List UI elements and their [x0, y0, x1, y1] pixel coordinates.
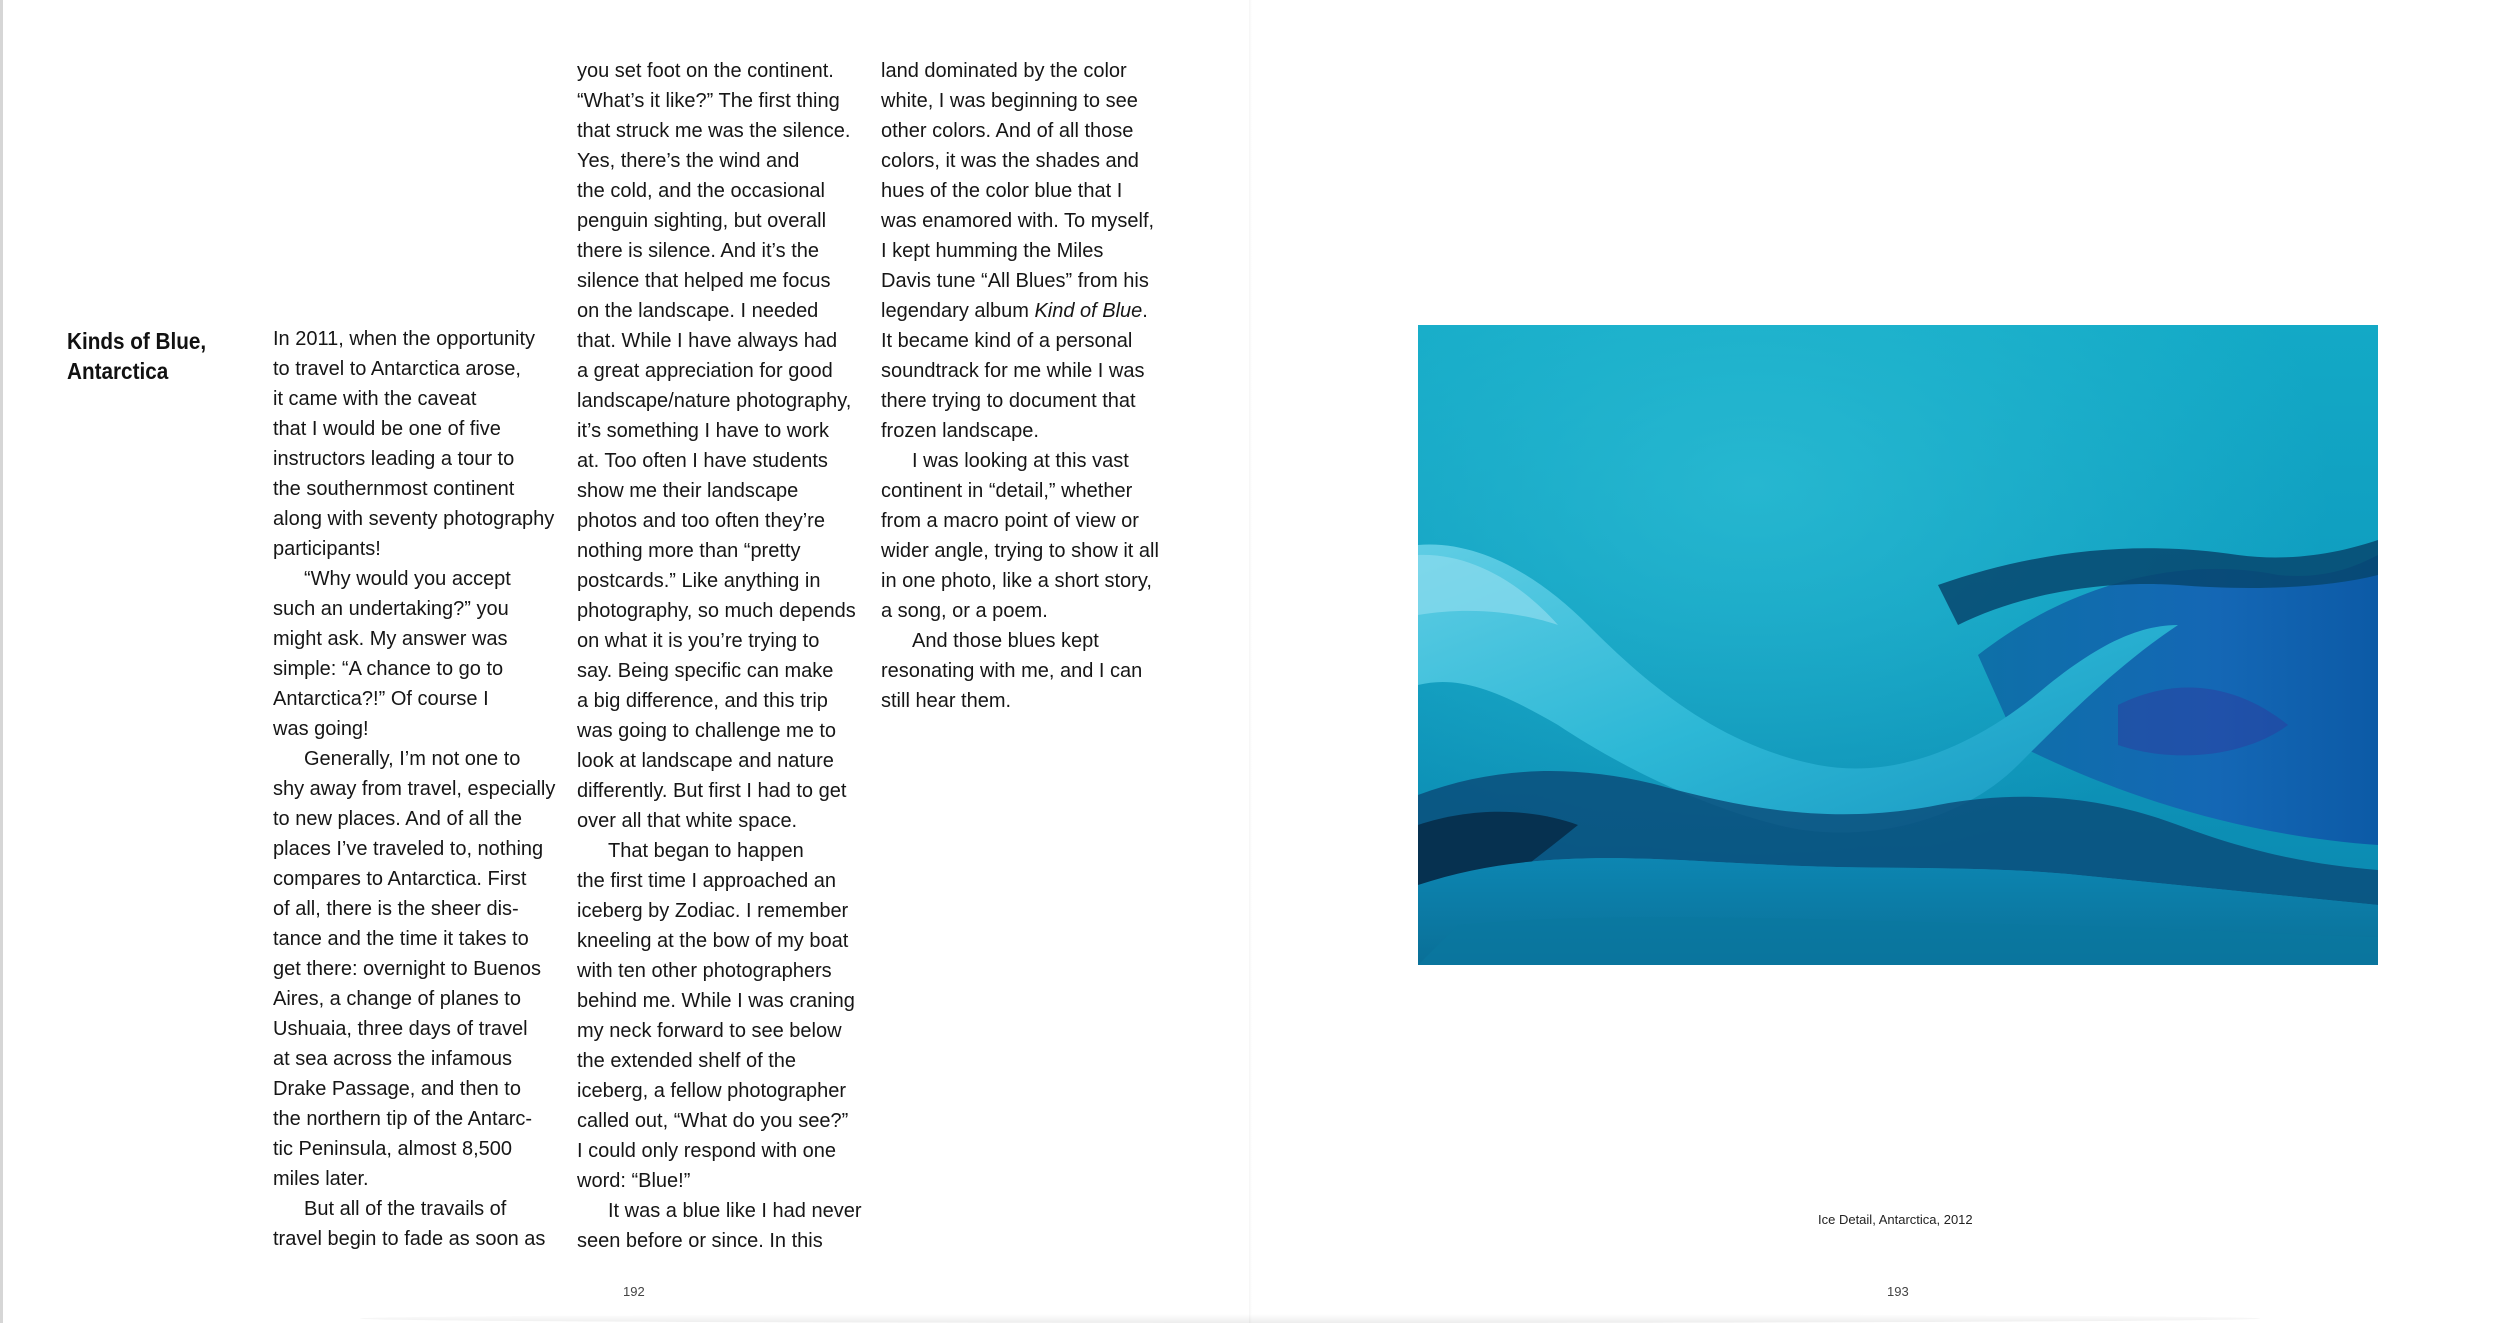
text-line: penguin sighting, but overall	[577, 210, 827, 232]
text-line: from a macro point of view or	[881, 510, 1139, 532]
text-line: compares to Antarctica. First	[273, 868, 527, 890]
text-line: kneeling at the bow of my boat	[577, 930, 849, 952]
text-line: there trying to document that	[881, 390, 1136, 412]
text-line: seen before or since. In this	[577, 1230, 823, 1252]
text-line: was going to challenge me to	[577, 720, 837, 742]
text-line: behind me. While I was craning	[577, 990, 855, 1012]
text-line: along with seventy photography	[273, 508, 555, 530]
text-line: resonating with me, and I can	[881, 660, 1143, 682]
text-line: my neck forward to see below	[577, 1020, 842, 1042]
album-title: Kind of Blue	[1034, 300, 1143, 322]
text-line: Antarctica?!” Of course I	[273, 688, 489, 710]
text-line: I could only respond with one	[577, 1140, 837, 1162]
text-line: Yes, there’s the wind and	[577, 150, 800, 172]
text-line: photos and too often they’re	[577, 510, 825, 532]
text-line: In 2011, when the opportunity	[273, 328, 536, 350]
text-line: soundtrack for me while I was	[881, 360, 1145, 382]
text-line: “Why would you accept	[304, 568, 511, 590]
text-line: travel begin to fade as soon as	[273, 1228, 546, 1250]
text-line: you set foot on the continent.	[577, 60, 834, 82]
text-line: of all, there is the sheer dis-	[273, 898, 519, 920]
text-line: it’s something I have to work	[577, 420, 829, 442]
text-line: tic Peninsula, almost 8,500	[273, 1138, 513, 1160]
text-line: the extended shelf of the	[577, 1050, 797, 1072]
photo-caption: Ice Detail, Antarctica, 2012	[1818, 1212, 1973, 1227]
ice-detail-photo	[1418, 325, 2378, 965]
text-line: called out, “What do you see?”	[577, 1110, 849, 1132]
text-line: other colors. And of all those	[881, 120, 1134, 142]
text-line: postcards.” Like anything in	[577, 570, 821, 592]
text-line: participants!	[273, 538, 381, 560]
section-title	[67, 326, 247, 386]
text-line: at sea across the infamous	[273, 1048, 513, 1070]
text-line: Ushuaia, three days of travel	[273, 1018, 528, 1040]
text-line: I kept humming the Miles	[881, 240, 1104, 262]
text-line: photography, so much depends	[577, 600, 856, 622]
text-line: that. While I have always had	[577, 330, 838, 352]
page-edge	[0, 0, 3, 1323]
text-line: silence that helped me focus	[577, 270, 831, 292]
section-title-line-2: Antarctica	[67, 358, 169, 384]
text-line: the first time I approached an	[577, 870, 837, 892]
text-line: And those blues kept	[912, 630, 1099, 652]
text-line: Drake Passage, and then to	[273, 1078, 521, 1100]
text-line: Aires, a change of planes to	[273, 988, 521, 1010]
text-line: instructors leading a tour to	[273, 448, 515, 470]
text-line: was enamored with. To myself,	[881, 210, 1155, 232]
text-line: I was looking at this vast	[912, 450, 1129, 472]
text-line: frozen landscape.	[881, 420, 1039, 442]
text-line: at. Too often I have students	[577, 450, 828, 472]
text-line: that struck me was the silence.	[577, 120, 851, 142]
text-line: there is silence. And it’s the	[577, 240, 819, 262]
text-line: to travel to Antarctica arose,	[273, 358, 521, 380]
text-line: continent in “detail,” whether	[881, 480, 1133, 502]
text-line: in one photo, like a short story,	[881, 570, 1152, 592]
text-column-1	[273, 324, 573, 1254]
text-line: with ten other photographers	[577, 960, 832, 982]
text-line: a great appreciation for good	[577, 360, 833, 382]
text-line: But all of the travails of	[304, 1198, 507, 1220]
page-number-right: 193	[1887, 1284, 1909, 1299]
text-line: shy away from travel, especially	[273, 778, 556, 800]
text-line: white, I was beginning to see	[881, 90, 1138, 112]
text-line: still hear them.	[881, 690, 1012, 712]
text-line: It became kind of a personal	[881, 330, 1133, 352]
text-line: legendary album Kind of Blue.	[881, 300, 1148, 322]
text-line: over all that white space.	[577, 810, 798, 832]
text-line: show me their landscape	[577, 480, 799, 502]
text-line: to new places. And of all the	[273, 808, 523, 830]
page-number-left: 192	[623, 1284, 645, 1299]
text-line: a song, or a poem.	[881, 600, 1048, 622]
page-shadow	[360, 1314, 2260, 1323]
text-line: land dominated by the color	[881, 60, 1127, 82]
text-line: a big difference, and this trip	[577, 690, 828, 712]
text-line: iceberg by Zodiac. I remember	[577, 900, 849, 922]
text-line: might ask. My answer was	[273, 628, 508, 650]
text-line: places I’ve traveled to, nothing	[273, 838, 544, 860]
text-line: “What’s it like?” The first thing	[577, 90, 840, 112]
text-line: iceberg, a fellow photographer	[577, 1080, 847, 1102]
text-line: on what it is you’re trying to	[577, 630, 820, 652]
text-line: tance and the time it takes to	[273, 928, 529, 950]
text-line: look at landscape and nature	[577, 750, 834, 772]
text-line: That began to happen	[608, 840, 804, 862]
text-line: the northern tip of the Antarc-	[273, 1108, 533, 1130]
text-line: differently. But first I had to get	[577, 780, 847, 802]
text-line: say. Being specific can make	[577, 660, 834, 682]
text-line: on the landscape. I needed	[577, 300, 819, 322]
text-line: colors, it was the shades and	[881, 150, 1139, 172]
text-line: nothing more than “pretty	[577, 540, 801, 562]
text-line: the southernmost continent	[273, 478, 515, 500]
text-line: word: “Blue!”	[577, 1170, 691, 1192]
text-line: get there: overnight to Buenos	[273, 958, 541, 980]
text-line: simple: “A chance to go to	[273, 658, 504, 680]
text-line: wider angle, trying to show it all	[881, 540, 1159, 562]
page-gutter	[1249, 0, 1252, 1323]
text-line: it came with the caveat	[273, 388, 477, 410]
text-column-2	[577, 56, 877, 1256]
text-line: Generally, I’m not one to	[304, 748, 521, 770]
text-column-3	[881, 56, 1181, 716]
text-line: landscape/nature photography,	[577, 390, 852, 412]
section-title-line-1: Kinds of Blue,	[67, 328, 207, 354]
text-line: Davis tune “All Blues” from his	[881, 270, 1149, 292]
text-line: hues of the color blue that I	[881, 180, 1123, 202]
text-line: that I would be one of five	[273, 418, 501, 440]
text-line: such an undertaking?” you	[273, 598, 509, 620]
text-line: miles later.	[273, 1168, 369, 1190]
text-line: It was a blue like I had never	[608, 1200, 862, 1222]
text-line: was going!	[273, 718, 369, 740]
text-line: the cold, and the occasional	[577, 180, 825, 202]
